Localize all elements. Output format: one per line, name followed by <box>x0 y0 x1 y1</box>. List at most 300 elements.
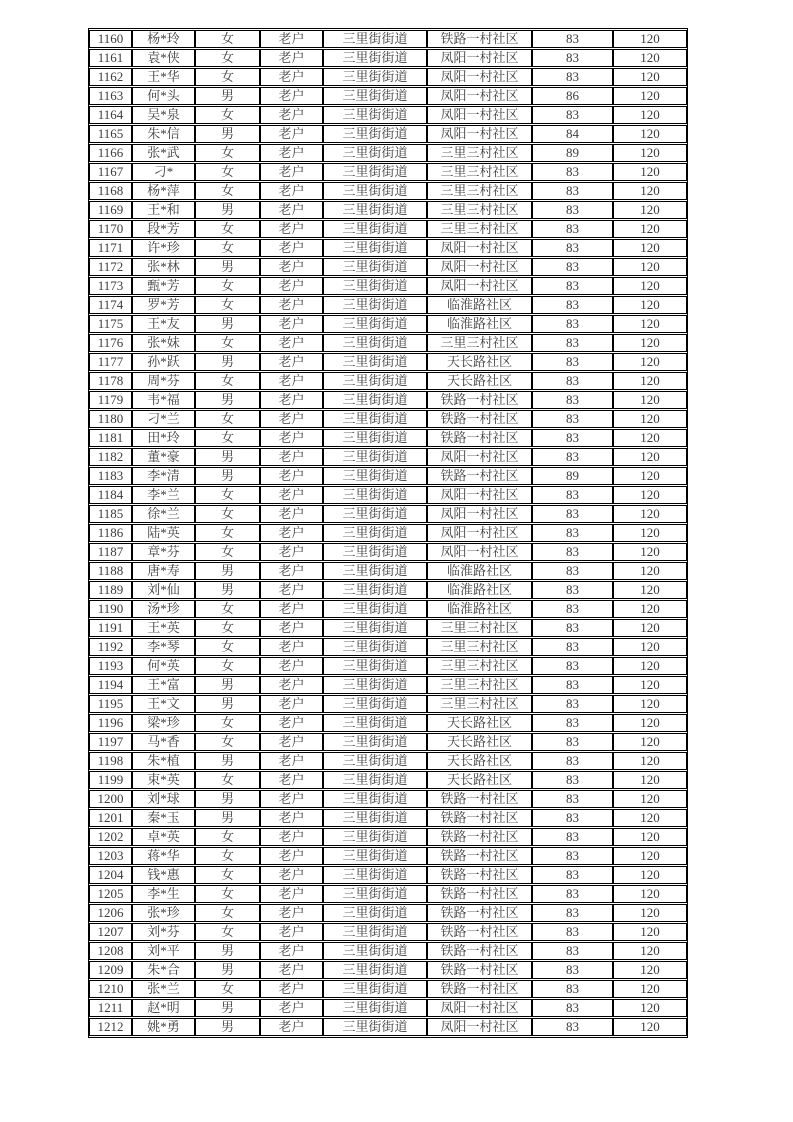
name-cell: 刁*兰 <box>132 410 195 428</box>
street-cell: 三里街街道 <box>323 581 427 599</box>
table-row <box>89 980 687 998</box>
score-cell: 83 <box>532 163 613 181</box>
street-cell: 三里街街道 <box>323 961 427 979</box>
amount-cell: 120 <box>613 771 687 789</box>
street-cell: 三里街街道 <box>323 448 427 466</box>
amount-cell: 120 <box>613 163 687 181</box>
community-cell: 凤阳一村社区 <box>427 87 532 105</box>
amount-cell: 120 <box>613 220 687 238</box>
household-type-cell: 老户 <box>260 600 323 618</box>
name-cell: 王*富 <box>132 676 195 694</box>
score-cell: 83 <box>532 410 613 428</box>
table-row <box>89 885 687 903</box>
street-cell: 三里街街道 <box>323 543 427 561</box>
gender-cell: 女 <box>195 505 260 523</box>
community-cell: 凤阳一村社区 <box>427 999 532 1017</box>
community-cell: 天长路社区 <box>427 353 532 371</box>
row-id-cell: 1207 <box>89 923 132 941</box>
community-cell: 三里三村社区 <box>427 220 532 238</box>
table-row <box>89 961 687 979</box>
gender-cell: 女 <box>195 904 260 922</box>
amount-cell: 120 <box>613 638 687 656</box>
score-cell: 83 <box>532 752 613 770</box>
score-cell: 83 <box>532 657 613 675</box>
gender-cell: 女 <box>195 277 260 295</box>
score-cell: 83 <box>532 847 613 865</box>
amount-cell: 120 <box>613 999 687 1017</box>
gender-cell: 女 <box>195 828 260 846</box>
household-type-cell: 老户 <box>260 315 323 333</box>
household-type-cell: 老户 <box>260 771 323 789</box>
table-row <box>89 828 687 846</box>
score-cell: 83 <box>532 258 613 276</box>
household-type-cell: 老户 <box>260 429 323 447</box>
household-type-cell: 老户 <box>260 714 323 732</box>
community-cell: 凤阳一村社区 <box>427 1018 532 1036</box>
community-cell: 三里三村社区 <box>427 695 532 713</box>
community-cell: 铁路一村社区 <box>427 885 532 903</box>
score-cell: 83 <box>532 106 613 124</box>
street-cell: 三里街街道 <box>323 562 427 580</box>
name-cell: 刘*平 <box>132 942 195 960</box>
amount-cell: 120 <box>613 657 687 675</box>
community-cell: 临淮路社区 <box>427 296 532 314</box>
score-cell: 83 <box>532 619 613 637</box>
row-id-cell: 1161 <box>89 49 132 67</box>
table-row <box>89 30 687 48</box>
amount-cell: 120 <box>613 714 687 732</box>
household-type-cell: 老户 <box>260 277 323 295</box>
amount-cell: 120 <box>613 87 687 105</box>
amount-cell: 120 <box>613 448 687 466</box>
street-cell: 三里街街道 <box>323 68 427 86</box>
row-id-cell: 1202 <box>89 828 132 846</box>
name-cell: 袁*侠 <box>132 49 195 67</box>
street-cell: 三里街街道 <box>323 163 427 181</box>
score-cell: 83 <box>532 809 613 827</box>
table-row <box>89 353 687 371</box>
amount-cell: 120 <box>613 144 687 162</box>
score-cell: 83 <box>532 448 613 466</box>
name-cell: 田*玲 <box>132 429 195 447</box>
row-id-cell: 1187 <box>89 543 132 561</box>
amount-cell: 120 <box>613 695 687 713</box>
household-type-cell: 老户 <box>260 676 323 694</box>
score-cell: 83 <box>532 353 613 371</box>
household-type-cell: 老户 <box>260 942 323 960</box>
table-row <box>89 49 687 67</box>
gender-cell: 女 <box>195 733 260 751</box>
household-type-cell: 老户 <box>260 828 323 846</box>
community-cell: 凤阳一村社区 <box>427 49 532 67</box>
row-id-cell: 1194 <box>89 676 132 694</box>
gender-cell: 男 <box>195 942 260 960</box>
gender-cell: 女 <box>195 714 260 732</box>
row-id-cell: 1170 <box>89 220 132 238</box>
street-cell: 三里街街道 <box>323 315 427 333</box>
name-cell: 周*芬 <box>132 372 195 390</box>
community-cell: 三里三村社区 <box>427 144 532 162</box>
name-cell: 梁*珍 <box>132 714 195 732</box>
row-id-cell: 1182 <box>89 448 132 466</box>
household-type-cell: 老户 <box>260 410 323 428</box>
gender-cell: 女 <box>195 980 260 998</box>
community-cell: 铁路一村社区 <box>427 942 532 960</box>
community-cell: 铁路一村社区 <box>427 923 532 941</box>
amount-cell: 120 <box>613 904 687 922</box>
community-cell: 铁路一村社区 <box>427 30 532 48</box>
household-type-cell: 老户 <box>260 182 323 200</box>
amount-cell: 120 <box>613 733 687 751</box>
gender-cell: 女 <box>195 619 260 637</box>
household-type-cell: 老户 <box>260 372 323 390</box>
name-cell: 吴*泉 <box>132 106 195 124</box>
amount-cell: 120 <box>613 372 687 390</box>
household-type-cell: 老户 <box>260 638 323 656</box>
name-cell: 张*妹 <box>132 334 195 352</box>
community-cell: 铁路一村社区 <box>427 790 532 808</box>
gender-cell: 男 <box>195 999 260 1017</box>
name-cell: 张*武 <box>132 144 195 162</box>
table-row <box>89 220 687 238</box>
name-cell: 李*兰 <box>132 486 195 504</box>
household-type-cell: 老户 <box>260 296 323 314</box>
roster-table-body <box>89 30 687 1036</box>
gender-cell: 男 <box>195 676 260 694</box>
gender-cell: 女 <box>195 372 260 390</box>
row-id-cell: 1165 <box>89 125 132 143</box>
street-cell: 三里街街道 <box>323 619 427 637</box>
community-cell: 铁路一村社区 <box>427 980 532 998</box>
amount-cell: 120 <box>613 505 687 523</box>
score-cell: 83 <box>532 828 613 846</box>
household-type-cell: 老户 <box>260 562 323 580</box>
row-id-cell: 1191 <box>89 619 132 637</box>
gender-cell: 女 <box>195 600 260 618</box>
household-type-cell: 老户 <box>260 543 323 561</box>
gender-cell: 男 <box>195 1018 260 1036</box>
amount-cell: 120 <box>613 467 687 485</box>
gender-cell: 男 <box>195 125 260 143</box>
household-type-cell: 老户 <box>260 923 323 941</box>
gender-cell: 男 <box>195 809 260 827</box>
score-cell: 83 <box>532 277 613 295</box>
gender-cell: 男 <box>195 467 260 485</box>
table-row <box>89 372 687 390</box>
street-cell: 三里街街道 <box>323 638 427 656</box>
table-row <box>89 714 687 732</box>
household-type-cell: 老户 <box>260 353 323 371</box>
amount-cell: 120 <box>613 68 687 86</box>
gender-cell: 男 <box>195 315 260 333</box>
table-row <box>89 847 687 865</box>
table-row <box>89 942 687 960</box>
row-id-cell: 1196 <box>89 714 132 732</box>
community-cell: 三里三村社区 <box>427 182 532 200</box>
score-cell: 84 <box>532 125 613 143</box>
table-row <box>89 486 687 504</box>
name-cell: 朱*植 <box>132 752 195 770</box>
gender-cell: 男 <box>195 752 260 770</box>
table-row <box>89 752 687 770</box>
household-type-cell: 老户 <box>260 733 323 751</box>
name-cell: 杨*玲 <box>132 30 195 48</box>
table-row <box>89 163 687 181</box>
gender-cell: 女 <box>195 771 260 789</box>
gender-cell: 女 <box>195 296 260 314</box>
street-cell: 三里街街道 <box>323 277 427 295</box>
street-cell: 三里街街道 <box>323 49 427 67</box>
household-type-cell: 老户 <box>260 866 323 884</box>
street-cell: 三里街街道 <box>323 220 427 238</box>
name-cell: 何*头 <box>132 87 195 105</box>
row-id-cell: 1208 <box>89 942 132 960</box>
amount-cell: 120 <box>613 125 687 143</box>
table-row <box>89 315 687 333</box>
row-id-cell: 1205 <box>89 885 132 903</box>
community-cell: 铁路一村社区 <box>427 961 532 979</box>
community-cell: 凤阳一村社区 <box>427 486 532 504</box>
community-cell: 天长路社区 <box>427 771 532 789</box>
score-cell: 83 <box>532 562 613 580</box>
community-cell: 三里三村社区 <box>427 638 532 656</box>
household-type-cell: 老户 <box>260 752 323 770</box>
score-cell: 83 <box>532 182 613 200</box>
gender-cell: 男 <box>195 258 260 276</box>
amount-cell: 120 <box>613 581 687 599</box>
household-type-cell: 老户 <box>260 30 323 48</box>
score-cell: 83 <box>532 961 613 979</box>
household-type-cell: 老户 <box>260 391 323 409</box>
row-id-cell: 1173 <box>89 277 132 295</box>
community-cell: 凤阳一村社区 <box>427 543 532 561</box>
street-cell: 三里街街道 <box>323 771 427 789</box>
score-cell: 83 <box>532 866 613 884</box>
row-id-cell: 1190 <box>89 600 132 618</box>
name-cell: 罗*芳 <box>132 296 195 314</box>
street-cell: 三里街街道 <box>323 296 427 314</box>
community-cell: 天长路社区 <box>427 714 532 732</box>
street-cell: 三里街街道 <box>323 486 427 504</box>
score-cell: 83 <box>532 201 613 219</box>
gender-cell: 女 <box>195 923 260 941</box>
street-cell: 三里街街道 <box>323 695 427 713</box>
score-cell: 83 <box>532 543 613 561</box>
street-cell: 三里街街道 <box>323 904 427 922</box>
community-cell: 铁路一村社区 <box>427 828 532 846</box>
table-row <box>89 239 687 257</box>
street-cell: 三里街街道 <box>323 201 427 219</box>
table-row <box>89 258 687 276</box>
row-id-cell: 1176 <box>89 334 132 352</box>
community-cell: 三里三村社区 <box>427 201 532 219</box>
amount-cell: 120 <box>613 790 687 808</box>
community-cell: 铁路一村社区 <box>427 410 532 428</box>
score-cell: 83 <box>532 315 613 333</box>
name-cell: 段*芳 <box>132 220 195 238</box>
street-cell: 三里街街道 <box>323 809 427 827</box>
street-cell: 三里街街道 <box>323 600 427 618</box>
community-cell: 凤阳一村社区 <box>427 258 532 276</box>
street-cell: 三里街街道 <box>323 258 427 276</box>
row-id-cell: 1198 <box>89 752 132 770</box>
name-cell: 陆*英 <box>132 524 195 542</box>
table-row <box>89 657 687 675</box>
row-id-cell: 1206 <box>89 904 132 922</box>
gender-cell: 男 <box>195 562 260 580</box>
score-cell: 83 <box>532 695 613 713</box>
score-cell: 83 <box>532 334 613 352</box>
gender-cell: 女 <box>195 486 260 504</box>
household-type-cell: 老户 <box>260 201 323 219</box>
household-type-cell: 老户 <box>260 163 323 181</box>
amount-cell: 120 <box>613 809 687 827</box>
gender-cell: 女 <box>195 220 260 238</box>
gender-cell: 男 <box>195 695 260 713</box>
household-type-cell: 老户 <box>260 581 323 599</box>
street-cell: 三里街街道 <box>323 524 427 542</box>
row-id-cell: 1160 <box>89 30 132 48</box>
score-cell: 83 <box>532 733 613 751</box>
table-row <box>89 1018 687 1036</box>
name-cell: 王*文 <box>132 695 195 713</box>
street-cell: 三里街街道 <box>323 106 427 124</box>
name-cell: 朱*信 <box>132 125 195 143</box>
score-cell: 83 <box>532 923 613 941</box>
name-cell: 王*华 <box>132 68 195 86</box>
table-row <box>89 581 687 599</box>
gender-cell: 女 <box>195 638 260 656</box>
name-cell: 王*英 <box>132 619 195 637</box>
community-cell: 凤阳一村社区 <box>427 68 532 86</box>
gender-cell: 女 <box>195 524 260 542</box>
score-cell: 83 <box>532 220 613 238</box>
table-row <box>89 296 687 314</box>
table-row <box>89 201 687 219</box>
community-cell: 临淮路社区 <box>427 581 532 599</box>
community-cell: 三里三村社区 <box>427 334 532 352</box>
name-cell: 韦*福 <box>132 391 195 409</box>
row-id-cell: 1167 <box>89 163 132 181</box>
amount-cell: 120 <box>613 847 687 865</box>
gender-cell: 男 <box>195 87 260 105</box>
name-cell: 王*和 <box>132 201 195 219</box>
row-id-cell: 1171 <box>89 239 132 257</box>
street-cell: 三里街街道 <box>323 752 427 770</box>
amount-cell: 120 <box>613 942 687 960</box>
street-cell: 三里街街道 <box>323 828 427 846</box>
amount-cell: 120 <box>613 676 687 694</box>
score-cell: 89 <box>532 144 613 162</box>
amount-cell: 120 <box>613 277 687 295</box>
street-cell: 三里街街道 <box>323 847 427 865</box>
name-cell: 姚*勇 <box>132 1018 195 1036</box>
name-cell: 刘*芬 <box>132 923 195 941</box>
row-id-cell: 1184 <box>89 486 132 504</box>
name-cell: 徐*兰 <box>132 505 195 523</box>
street-cell: 三里街街道 <box>323 885 427 903</box>
household-type-cell: 老户 <box>260 467 323 485</box>
table-row <box>89 600 687 618</box>
gender-cell: 男 <box>195 353 260 371</box>
score-cell: 83 <box>532 429 613 447</box>
street-cell: 三里街街道 <box>323 505 427 523</box>
community-cell: 临淮路社区 <box>427 315 532 333</box>
row-id-cell: 1166 <box>89 144 132 162</box>
name-cell: 董*豪 <box>132 448 195 466</box>
table-row <box>89 695 687 713</box>
row-id-cell: 1200 <box>89 790 132 808</box>
row-id-cell: 1210 <box>89 980 132 998</box>
amount-cell: 120 <box>613 619 687 637</box>
gender-cell: 女 <box>195 239 260 257</box>
street-cell: 三里街街道 <box>323 999 427 1017</box>
street-cell: 三里街街道 <box>323 866 427 884</box>
score-cell: 83 <box>532 638 613 656</box>
row-id-cell: 1181 <box>89 429 132 447</box>
table-row <box>89 144 687 162</box>
row-id-cell: 1162 <box>89 68 132 86</box>
gender-cell: 男 <box>195 581 260 599</box>
name-cell: 章*芬 <box>132 543 195 561</box>
gender-cell: 女 <box>195 30 260 48</box>
table-row <box>89 733 687 751</box>
table-row <box>89 277 687 295</box>
name-cell: 蒋*华 <box>132 847 195 865</box>
roster-table <box>88 28 688 1038</box>
name-cell: 钱*惠 <box>132 866 195 884</box>
row-id-cell: 1203 <box>89 847 132 865</box>
amount-cell: 120 <box>613 391 687 409</box>
street-cell: 三里街街道 <box>323 353 427 371</box>
name-cell: 刘*球 <box>132 790 195 808</box>
table-row <box>89 543 687 561</box>
community-cell: 天长路社区 <box>427 733 532 751</box>
household-type-cell: 老户 <box>260 885 323 903</box>
amount-cell: 120 <box>613 1018 687 1036</box>
name-cell: 束*英 <box>132 771 195 789</box>
row-id-cell: 1192 <box>89 638 132 656</box>
household-type-cell: 老户 <box>260 619 323 637</box>
community-cell: 三里三村社区 <box>427 619 532 637</box>
community-cell: 铁路一村社区 <box>427 904 532 922</box>
household-type-cell: 老户 <box>260 657 323 675</box>
row-id-cell: 1189 <box>89 581 132 599</box>
street-cell: 三里街街道 <box>323 657 427 675</box>
household-type-cell: 老户 <box>260 980 323 998</box>
gender-cell: 女 <box>195 334 260 352</box>
name-cell: 汤*珍 <box>132 600 195 618</box>
row-id-cell: 1201 <box>89 809 132 827</box>
street-cell: 三里街街道 <box>323 790 427 808</box>
score-cell: 83 <box>532 391 613 409</box>
amount-cell: 120 <box>613 600 687 618</box>
community-cell: 临淮路社区 <box>427 562 532 580</box>
street-cell: 三里街街道 <box>323 676 427 694</box>
score-cell: 83 <box>532 296 613 314</box>
row-id-cell: 1183 <box>89 467 132 485</box>
community-cell: 凤阳一村社区 <box>427 239 532 257</box>
table-row <box>89 904 687 922</box>
score-cell: 83 <box>532 600 613 618</box>
street-cell: 三里街街道 <box>323 125 427 143</box>
amount-cell: 120 <box>613 258 687 276</box>
row-id-cell: 1174 <box>89 296 132 314</box>
gender-cell: 男 <box>195 790 260 808</box>
row-id-cell: 1178 <box>89 372 132 390</box>
gender-cell: 女 <box>195 106 260 124</box>
gender-cell: 男 <box>195 201 260 219</box>
